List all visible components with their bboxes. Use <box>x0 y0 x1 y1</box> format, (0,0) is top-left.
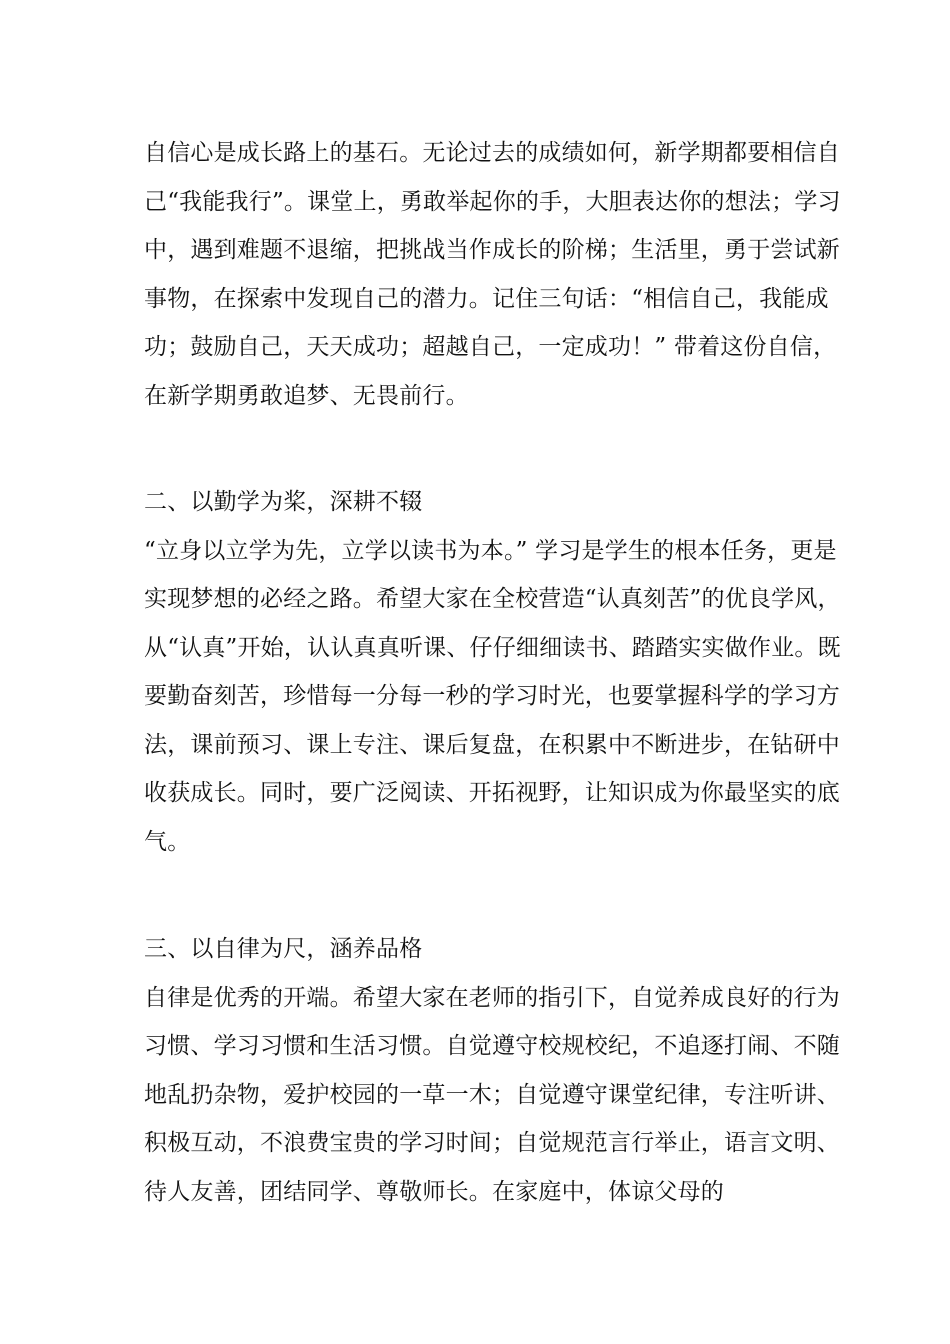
section-diligence <box>144 478 844 866</box>
section-3-heading: 三、以自律为尺，涵养品格 <box>144 936 423 962</box>
section-2-body: “立身以立学为先，立学以读书为本。” 学习是学生的根本任务，更是实现梦想的必经之路。希望大家在全校营造“认真刻苦”的优良学风，从“认真”开始，认认真真听课、仔仔细细读书、踏踏实实做作业。既要勤奋刻苦，珍惜每一分每一秒的学习时光，也要掌握科学的学习方法，课前预习、课上专注、课后复盘，在积累中不断进步，在钻研中收获成长。同时，要广泛阅读、开拓视野，让知识成为你最坚实的底气。 <box>144 537 841 855</box>
section-3-body: 自律是优秀的开端。希望大家在老师的指引下，自觉养成良好的行为习惯、学习习惯和生活习惯。自觉遵守校规校纪，不追逐打闹、不随地乱扔杂物，爱护校园的一草一木；自觉遵守课堂纪律，专注听讲、积极互动，不浪费宝贵的学习时间；自觉规范言行举止，语言文明、待人友善，团结同学、尊敬师长。在家庭中，体谅父母的 <box>144 984 840 1205</box>
section-2-heading: 二、以勤学为桨，深耕不辍 <box>144 489 423 515</box>
paragraph-1-text: 自信心是成长路上的基石。无论过去的成绩如何，新学期都要相信自己“我能我行”。课堂上，勇敢举起你的手，大胆表达你的想法；学习中，遇到难题不退缩，把挑战当作成长的阶梯；生活里，勇于尝试新事物，在探索中发现自己的潜力。记住三句话：“相信自己，我能成功；鼓励自己，天天成功；超越自己，一定成功！” 带着这份自信，在新学期勇敢追梦、无畏前行。 <box>144 140 841 409</box>
paragraph-confidence <box>144 129 844 420</box>
section-self-discipline <box>144 925 844 1216</box>
